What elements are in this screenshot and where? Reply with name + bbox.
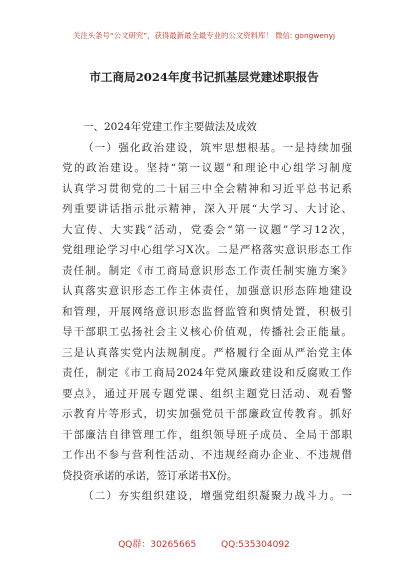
paragraph-line: 认真学习贯彻党的二十届三中全会精神和习近平总书记系 <box>62 182 352 195</box>
paragraph-line: 大宣传、大实践”活动，党委会“第一议题”学习12次， <box>62 223 352 236</box>
paragraph-line: 要点》，通过开展专题党课、组织主题党日活动、观看警 <box>62 387 352 400</box>
paragraph-line: 示教育片等形式，切实加强党员干部廉政宣传教育。抓好 <box>62 408 352 420</box>
document-body <box>62 117 352 507</box>
paragraph-line: 责任，制定《市工商局2024年党风廉政建设和反腐败工作 <box>62 367 352 379</box>
paragraph-line: 党组理论学习中心组学习X次。二是严格落实意识形态工作 <box>62 244 352 256</box>
paragraph-line: 党的政治建设。坚持“第一议题”和理论中心组学习制度 <box>62 162 352 174</box>
paragraph-line: 和管理，开展网络意识形态监督监管和舆情处置，积极引 <box>62 305 352 318</box>
paragraph-line: 三是认真落实党内法规制度。严格履行全面从严治党主体 <box>62 346 352 359</box>
paragraph-line: 干部廉洁自律管理工作，组织领导班子成员、全局干部职 <box>62 428 352 441</box>
paragraph-line: （二）夯实组织建设，增强党组织凝聚力战斗力。一 <box>83 490 352 502</box>
paragraph-line: 工作出不参与营利性活动、不违规经商办企业、不违规借 <box>62 449 352 461</box>
section-heading: 一、2024年党建工作主要做法及成效 <box>83 121 257 133</box>
paragraph-line: 责任制。制定《市工商局意识形态工作责任制实施方案》 <box>62 264 352 277</box>
footer-contact <box>0 537 408 550</box>
footer-qq-number: QQ:535304092 <box>221 540 290 550</box>
footer-qq-group: QQ群：30265665 <box>118 540 197 550</box>
paragraph-line: （一）强化政治建设，筑牢思想根基。一是持续加强 <box>83 141 352 154</box>
paragraph-line: 贷投资承诺的承诺，签订承诺书X份。 <box>62 469 238 482</box>
paragraph-line: 认真落实意识形态工作主体责任，加强意识形态阵地建设 <box>62 285 352 297</box>
paragraph-line: 列重要讲话指示批示精神，深入开展“大学习、大讨论、 <box>62 203 352 215</box>
document-title: 市工商局2024年度书记抓基层党建述职报告 <box>89 70 319 84</box>
promo-banner: 关注头条号“公文研究”，获得最新最全最专业的公文资料库！ 微信: gongwenyj <box>72 31 336 40</box>
paragraph-line: 导干部职工弘扬社会主义核心价值观，传播社会正能量。 <box>62 326 352 338</box>
